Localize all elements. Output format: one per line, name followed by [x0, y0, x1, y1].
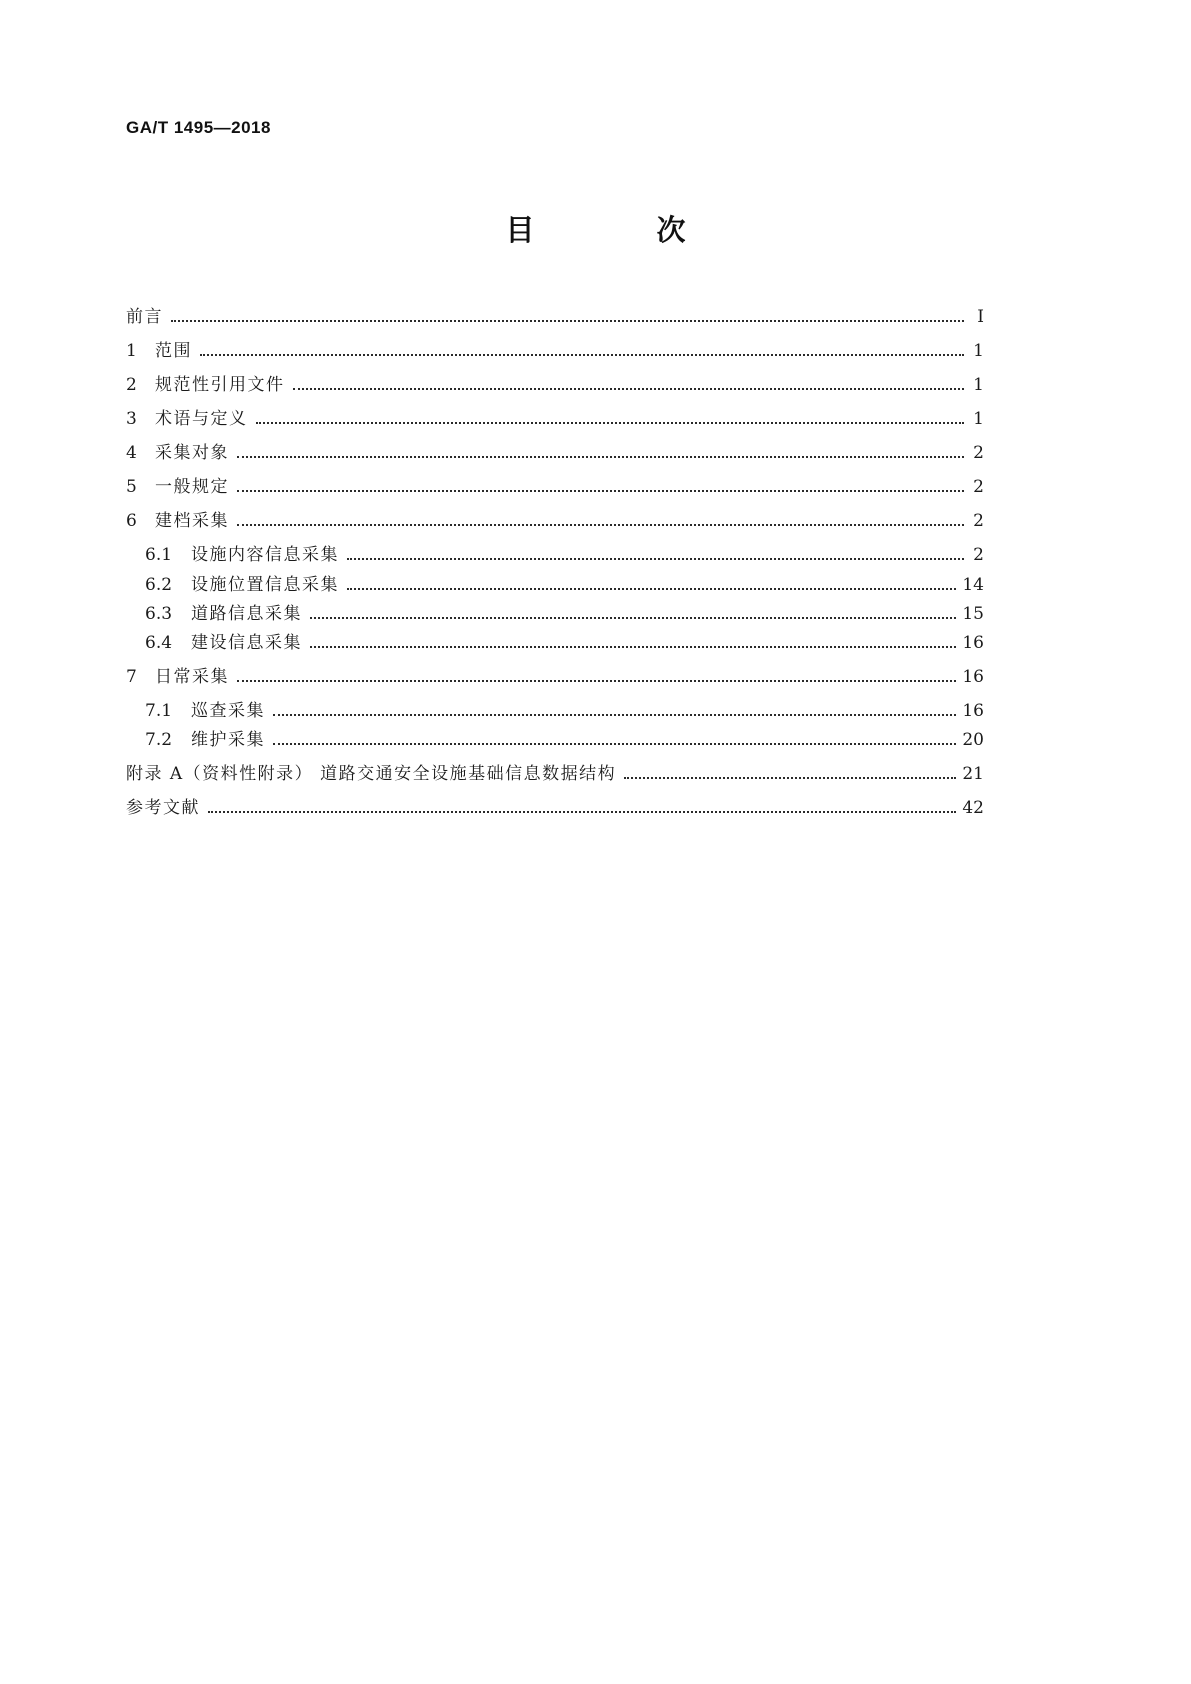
- dot-leader: [310, 632, 956, 654]
- dot-leader: [237, 510, 964, 532]
- toc-entry-page: 21: [962, 764, 984, 784]
- dot-leader: [273, 729, 956, 751]
- toc-entry-label: 术语与定义: [155, 409, 248, 429]
- toc-entry-number: 4: [126, 443, 137, 463]
- toc-title: 目 次: [505, 213, 742, 247]
- toc-entry-label: 维护采集: [191, 730, 265, 750]
- toc-entry-number: 7.1: [145, 701, 173, 721]
- toc-entry-references[interactable]: [126, 789, 984, 819]
- toc-entry-number: 6.3: [145, 604, 173, 624]
- toc-entry-6-2[interactable]: [145, 566, 984, 596]
- toc-entry-label: 设施内容信息采集: [191, 545, 339, 565]
- toc-entry-label: 日常采集: [155, 667, 229, 687]
- toc-entry-number: 5: [126, 477, 137, 497]
- toc-entry-page: 1: [973, 409, 984, 429]
- toc-entry-page: 16: [962, 667, 984, 687]
- toc-entry-page: 2: [973, 443, 984, 463]
- toc-entry-page: 20: [962, 730, 984, 750]
- dot-leader: [200, 340, 964, 362]
- toc-entry-5[interactable]: [126, 468, 984, 498]
- toc-entry-label: 采集对象: [155, 443, 229, 463]
- toc-entry-7-1[interactable]: [145, 692, 984, 722]
- toc-entry-foreword[interactable]: [126, 298, 984, 328]
- dot-leader: [237, 442, 964, 464]
- toc-entry-6-3[interactable]: [145, 595, 984, 625]
- dot-leader: [347, 574, 956, 596]
- toc-entry-4[interactable]: [126, 434, 984, 464]
- toc-entry-6-4[interactable]: [145, 624, 984, 654]
- toc-entry-number: 3: [126, 409, 137, 429]
- toc-entry-page: 2: [973, 477, 984, 497]
- dot-leader: [237, 666, 956, 688]
- toc-entry-label: 建设信息采集: [191, 633, 302, 653]
- toc-entry-label: 前言: [126, 307, 163, 327]
- toc-entry-2[interactable]: [126, 366, 984, 396]
- toc-entry-page: 2: [973, 545, 984, 565]
- dot-leader: [310, 603, 956, 625]
- toc-entry-page: 1: [973, 341, 984, 361]
- toc-entry-page: 14: [962, 575, 984, 595]
- toc-entry-label: 巡查采集: [191, 701, 265, 721]
- toc-entry-number: 1: [126, 341, 137, 361]
- toc-entry-number: 7: [126, 667, 137, 687]
- standard-number: GA/T 1495—2018: [126, 118, 271, 137]
- toc-entry-label: 一般规定: [155, 477, 229, 497]
- toc-entry-6[interactable]: [126, 502, 984, 532]
- toc-entry-number: 2: [126, 375, 137, 395]
- dot-leader: [256, 408, 965, 430]
- toc-entry-number: 7.2: [145, 730, 173, 750]
- dot-leader: [171, 306, 964, 328]
- toc-entry-page: 16: [962, 701, 984, 721]
- toc-entry-1[interactable]: [126, 332, 984, 362]
- toc-entry-label: 建档采集: [155, 511, 229, 531]
- toc-entry-page: 1: [973, 375, 984, 395]
- toc-entry-label: 规范性引用文件: [155, 375, 285, 395]
- toc-entry-label: 附录 A（资料性附录） 道路交通安全设施基础信息数据结构: [126, 764, 617, 784]
- dot-leader: [293, 374, 965, 396]
- dot-leader: [208, 797, 956, 819]
- toc-entry-page: 15: [962, 604, 984, 624]
- toc-entry-page: 42: [962, 798, 984, 818]
- dot-leader: [347, 544, 964, 566]
- toc-entry-page: Ⅰ: [977, 307, 984, 327]
- toc-entry-number: 6: [126, 511, 137, 531]
- toc-entry-label: 设施位置信息采集: [191, 575, 339, 595]
- toc-entry-label: 范围: [155, 341, 192, 361]
- toc-entry-6-1[interactable]: [145, 536, 984, 566]
- toc-entry-7-2[interactable]: [145, 721, 984, 751]
- toc-entry-label: 道路信息采集: [191, 604, 302, 624]
- toc-entry-appendix-a[interactable]: [126, 755, 984, 785]
- dot-leader: [237, 476, 964, 498]
- toc-entry-number: 6.2: [145, 575, 173, 595]
- toc-entry-number: 6.4: [145, 633, 173, 653]
- toc-entry-3[interactable]: [126, 400, 984, 430]
- toc-entry-number: 6.1: [145, 545, 173, 565]
- toc-entry-page: 2: [973, 511, 984, 531]
- dot-leader: [624, 763, 956, 785]
- toc-entry-7[interactable]: [126, 658, 984, 688]
- dot-leader: [273, 700, 956, 722]
- toc-entry-label: 参考文献: [126, 798, 200, 818]
- toc-entry-page: 16: [962, 633, 984, 653]
